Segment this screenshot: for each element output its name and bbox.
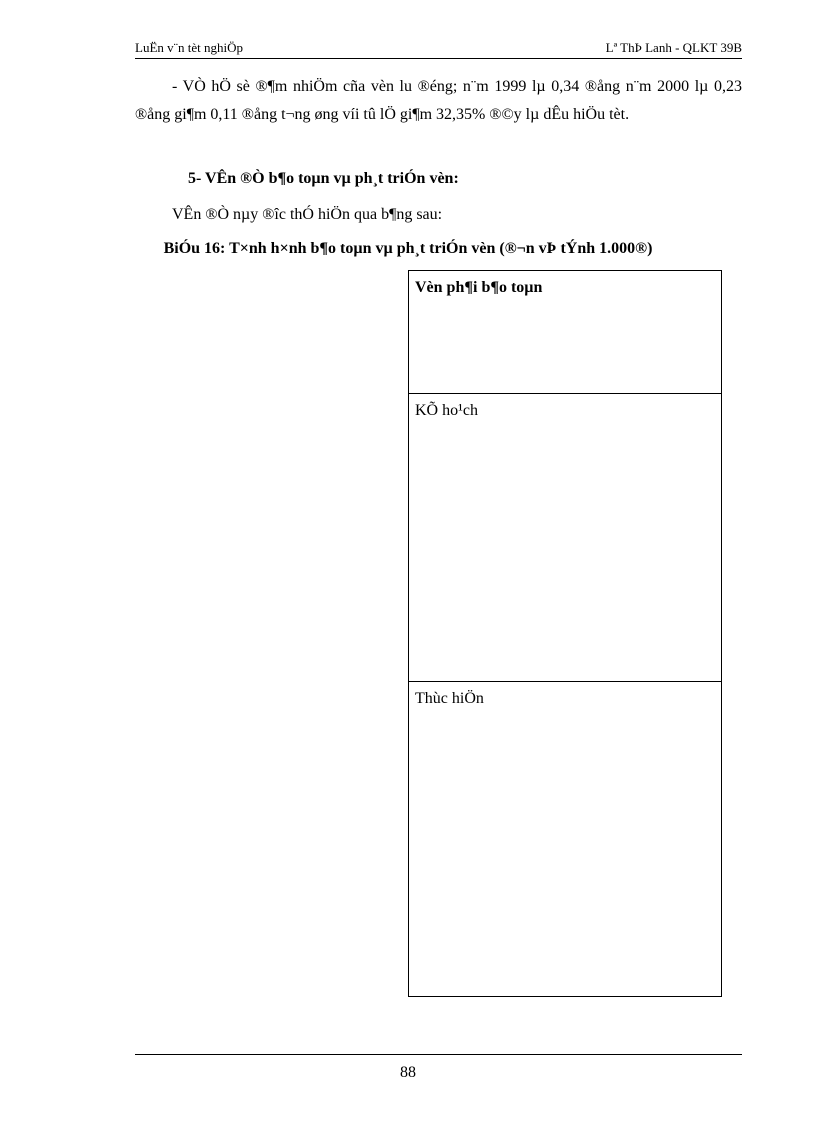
table-row-required-capital: Vèn ph¶i b¶o toµn — [409, 271, 721, 394]
header-author: Lª ThÞ Lanh - QLKT 39B — [605, 40, 742, 55]
paragraph-working-capital: - VÒ hÖ sè ®¶m nhiÖm cña vèn lu ®éng; n¨m 1999 lµ 0,34 ®ång n¨m 2000 lµ 0,23 ®ång gi¶m 0,11 ®ång t¬ng øng víi tû lÖ gi¶m 32,35% ®©y lµ dÊu hiÖu tèt. — [135, 78, 742, 123]
table-row-plan: KÕ ho¹ch — [409, 394, 721, 682]
table-row-actual: Thùc hiÖn — [415, 690, 484, 707]
page-number: 88 — [400, 1064, 416, 1081]
section-heading-capital-preservation: 5- VÊn ®Ò b¶o toµn vµ ph¸t triÓn vèn: — [188, 170, 459, 187]
table-caption: BiÓu 16: T×nh h×nh b¶o toµn vµ ph¸t triÓn vèn (®¬n vÞ tÝnh 1.000®) — [163, 240, 653, 257]
capital-preservation-table — [408, 270, 722, 997]
header-thesis-title: LuËn v¨n tèt nghiÖp — [135, 40, 243, 55]
footer-divider — [135, 1054, 742, 1055]
paragraph-intro-table: VÊn ®Ò nµy ®îc thÓ hiÖn qua b¶ng sau: — [172, 206, 443, 223]
page-header — [135, 40, 742, 59]
